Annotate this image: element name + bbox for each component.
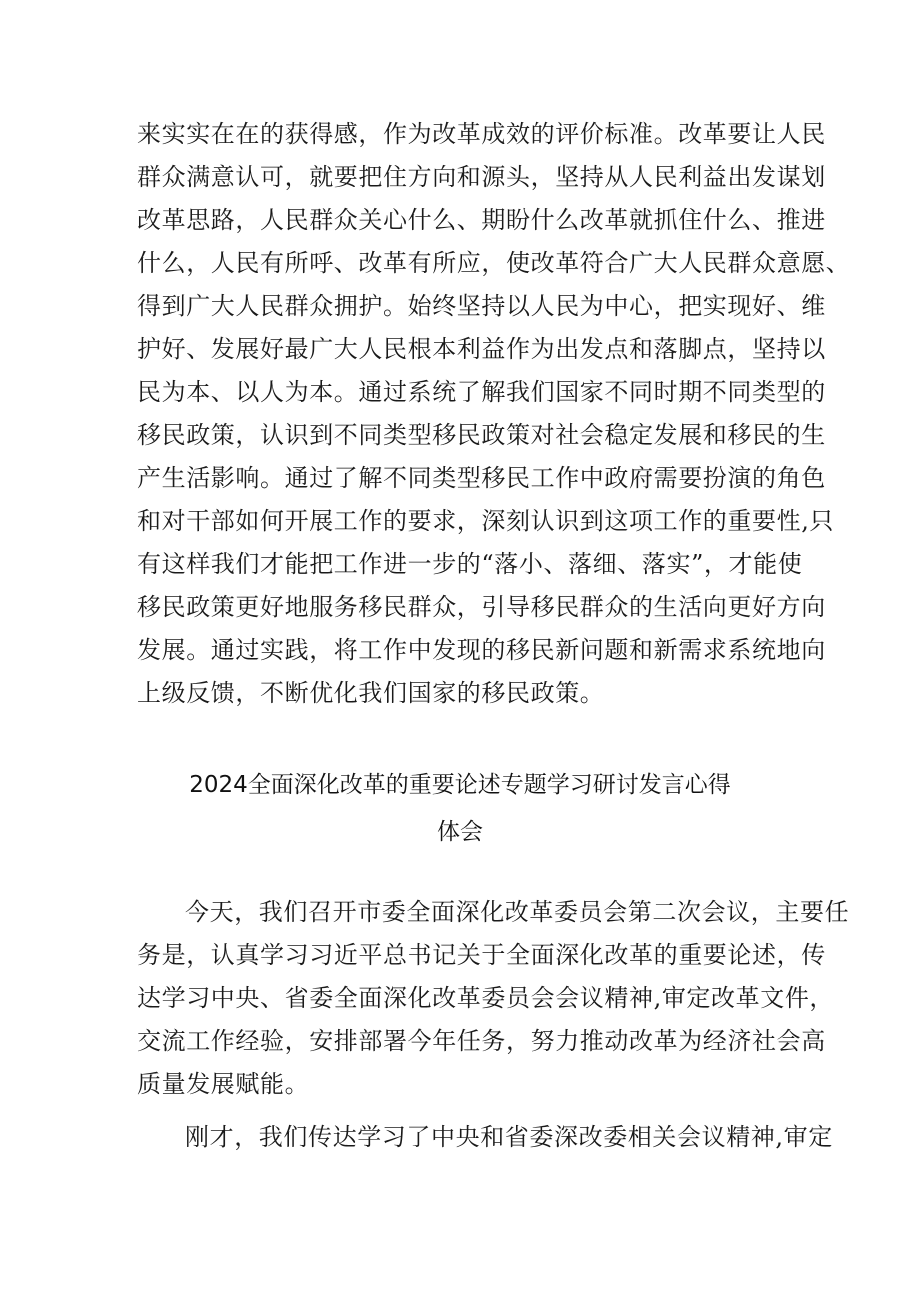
- title-line: 2024全面深化改革的重要论述专题学习研讨发言心得: [189, 772, 731, 798]
- text-line: 移民政策更好地服务移民群众，引导移民群众的生活向更好方向: [137, 593, 826, 621]
- text-line: 改革思路，人民群众关心什么、期盼什么改革就抓住什么、推进: [137, 206, 826, 234]
- text-line: 交流工作经验，安排部署今年任务，努力推动改革为经济社会高: [137, 1027, 826, 1055]
- text-line: 移民政策，认识到不同类型移民政策对社会稳定发展和移民的生: [137, 421, 826, 449]
- text-line: 上级反馈，不断优化我们国家的移民政策。: [137, 679, 605, 707]
- text-line: 产生活影响。通过了解不同类型移民工作中政府需要扮演的角色: [137, 464, 826, 492]
- text-line: 刚才，我们传达学习了中央和省委深改委相关会议精神,审定: [185, 1123, 833, 1151]
- text-line: 群众满意认可，就要把住方向和源头，坚持从人民利益出发谋划: [137, 163, 826, 191]
- text-line: 质量发展赋能。: [137, 1070, 310, 1098]
- title-line: 体会: [437, 819, 483, 845]
- text-line: 发展。通过实践，将工作中发现的移民新问题和新需求系统地向: [137, 636, 826, 664]
- text-line: 达学习中央、省委全面深化改革委员会会议精神,审定改革文件，: [137, 984, 835, 1012]
- text-line: 今天，我们召开市委全面深化改革委员会第二次会议，主要任: [185, 898, 850, 926]
- text-line: 得到广大人民群众拥护。始终坚持以人民为中心，把实现好、维: [137, 292, 826, 320]
- text-line: 来实实在在的获得感，作为改革成效的评价标准。改革要让人民: [137, 120, 826, 148]
- text-line: 和对干部如何开展工作的要求，深刻认识到这项工作的重要性,只: [137, 507, 835, 535]
- text-line: 务是，认真学习习近平总书记关于全面深化改革的重要论述，传: [137, 941, 826, 969]
- text-line: 护好、发展好最广大人民根本利益作为出发点和落脚点，坚持以: [137, 335, 826, 363]
- text-line: 有这样我们才能把工作进一步的“落小、落细、落实”，才能使: [137, 550, 803, 578]
- text-line: 什么，人民有所呼、改革有所应，使改革符合广大人民群众意愿、: [137, 249, 851, 277]
- text-line: 民为本、以人为本。通过系统了解我们国家不同时期不同类型的: [137, 378, 826, 406]
